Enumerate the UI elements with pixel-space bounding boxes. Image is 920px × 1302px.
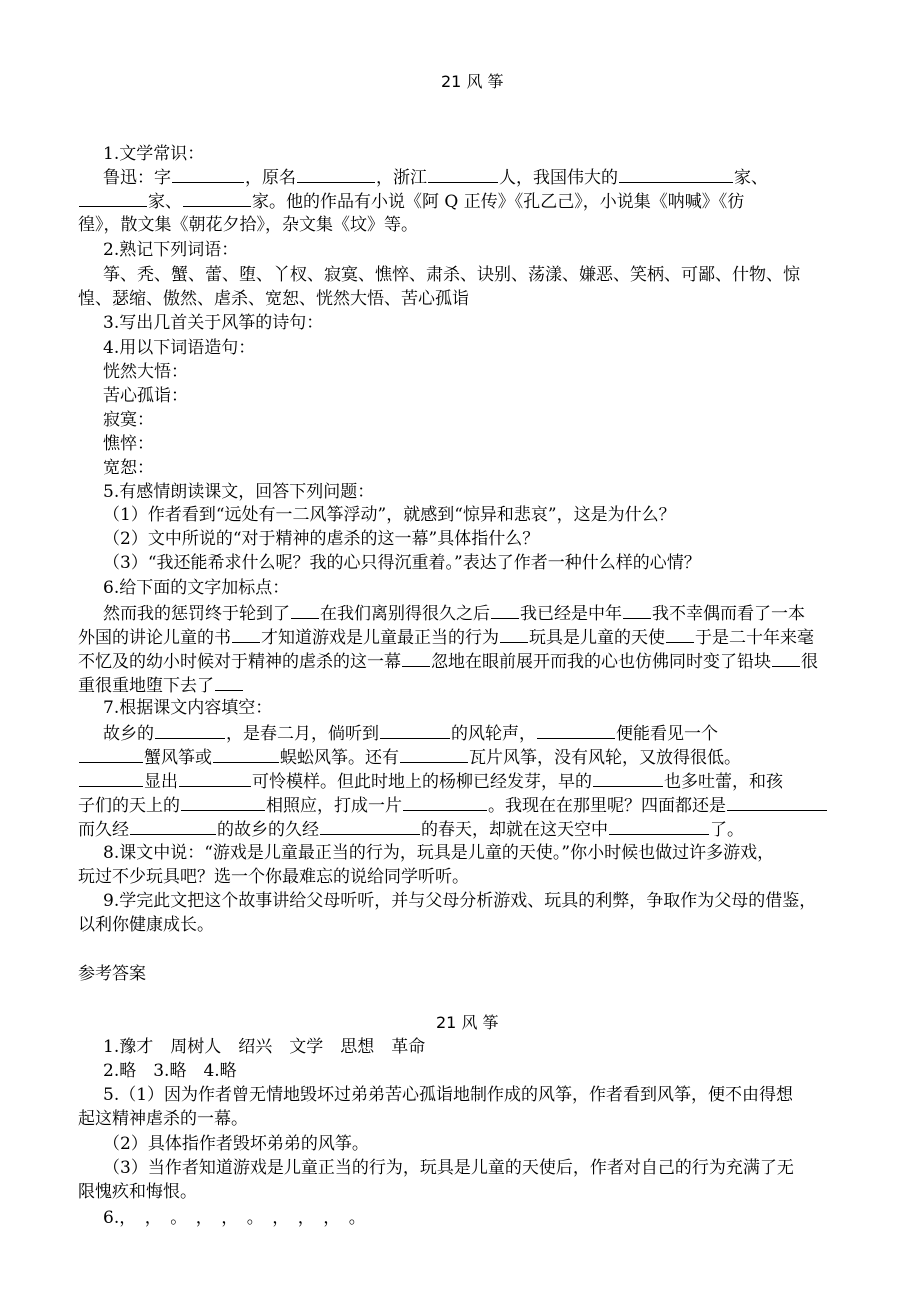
q4-word-2: 苦心孤诣：	[103, 386, 188, 406]
answer-5-3a: （3）当作者知道游戏是儿童正当的行为，玩具是儿童的天使后，作者对自己的行为充满了无	[103, 1158, 794, 1178]
q1-heading: 1.文学常识：	[103, 144, 205, 164]
q5-sub-3: （3）“我还能希求什么呢？我的心只得沉重着。”表达了作者一种什么样的心情？	[103, 553, 701, 573]
blank[interactable]	[537, 721, 615, 739]
blank[interactable]	[403, 793, 487, 811]
q6-heading: 6.给下面的文字加标点：	[103, 578, 290, 598]
q2-line-1: 筝、秃、蟹、蕾、堕、丫杈、寂寞、憔悴、肃杀、诀别、荡漾、嫌恶、笑柄、可鄙、什物、惊	[103, 265, 800, 285]
answer-5-3b: 限愧疚和悔恨。	[78, 1182, 197, 1202]
blank[interactable]	[215, 673, 243, 691]
answers-label: 参考答案	[78, 964, 146, 984]
q8-line-1: 8.课文中说：“游戏是儿童最正当的行为，玩具是儿童的天使。”你小时候也做过许多游戏，	[103, 843, 775, 863]
answer-1: 1.豫才 周树人 绍兴 文学 思想 革命	[103, 1037, 426, 1057]
blank[interactable]	[727, 793, 827, 811]
answer-2-4: 2.略 3.略 4.略	[103, 1061, 237, 1081]
blank[interactable]	[297, 165, 375, 183]
q7-line-4: 子们的天上的 相照应，打成一片 。我现在在那里呢？四面都还是	[78, 793, 828, 817]
answers-title: 21 风 筝	[436, 1013, 499, 1032]
q7-heading: 7.根据课文内容填空：	[103, 698, 273, 718]
page-title: 21 风 筝	[441, 72, 504, 91]
blank[interactable]	[179, 769, 251, 787]
q9-line-1: 9.学完此文把这个故事讲给父母听听，并与父母分析游戏、玩具的利弊，争取作为父母的借鉴，	[103, 891, 817, 911]
blank[interactable]	[428, 165, 498, 183]
blank[interactable]	[400, 745, 468, 763]
q9-line-2: 以利你健康成长。	[78, 915, 214, 935]
answer-5-2: （2）具体指作者毁坏弟弟的风筝。	[103, 1134, 369, 1154]
q4-heading: 4.用以下词语造句：	[103, 338, 256, 358]
q6-line-3: 不忆及的幼小时候对于精神的虐杀的这一幕 忽地在眼前展开而我的心也仿佛同时变了铅块 很	[78, 649, 818, 673]
blank[interactable]	[320, 817, 420, 835]
blank[interactable]	[619, 165, 733, 183]
answer-6: 6.， ， 。 ， ， 。 ， ， ， 。	[103, 1208, 366, 1228]
q7-line-3: 显出 可怜模样。但此时地上的杨柳已经发芽，早的 也多吐蕾，和孩	[78, 769, 783, 793]
q6-line-4: 重很重地堕下去了	[78, 673, 244, 697]
q4-word-1: 恍然大悟：	[103, 362, 188, 382]
q4-word-3: 寂寞：	[103, 410, 154, 430]
blank[interactable]	[172, 165, 244, 183]
blank[interactable]	[232, 625, 260, 643]
q4-word-5: 宽恕：	[103, 458, 154, 478]
q7-line-1: 故乡的 ，是春二月，倘听到 的风轮声， 便能看见一个	[103, 721, 718, 745]
blank[interactable]	[79, 769, 143, 787]
blank[interactable]	[291, 601, 319, 619]
q2-line-2: 惶、瑟缩、傲然、虐杀、宽恕、恍然大悟、苦心孤诣	[78, 289, 469, 309]
q8-line-2: 玩过不少玩具吧？选一个你最难忘的说给同学听听。	[78, 867, 469, 887]
q5-sub-2: （2）文中所说的“对于精神的虐杀的这一幕”具体指什么？	[103, 529, 540, 549]
q1-line-1: 鲁迅：字 ，原名 ，浙江 人，我国伟大的 家、	[103, 165, 768, 189]
blank[interactable]	[380, 721, 450, 739]
blank[interactable]	[213, 745, 279, 763]
blank[interactable]	[130, 817, 216, 835]
blank[interactable]	[666, 625, 694, 643]
blank[interactable]	[79, 189, 147, 207]
q7-line-5: 而久经 的故乡的久经 的春天，却就在这天空中 了。	[78, 817, 744, 841]
q6-line-2: 外国的讲论儿童的书 才知道游戏是儿童最正当的行为 玩具是儿童的天使 于是二十年来毫	[78, 625, 814, 649]
blank[interactable]	[623, 601, 651, 619]
q2-heading: 2.熟记下列词语：	[103, 240, 239, 260]
blank[interactable]	[593, 769, 663, 787]
q1-line-3: 徨》，散文集《朝花夕拾》，杂文集《坟》等。	[78, 215, 418, 235]
blank[interactable]	[609, 817, 709, 835]
answer-5-1a: 5.（1）因为作者曾无情地毁坏过弟弟苦心孤诣地制作成的风筝，作者看到风筝，便不由得想	[103, 1085, 794, 1105]
q7-line-2: 蟹风筝或 蜈蚣风筝。还有 瓦片风筝，没有风轮，又放得很低。	[78, 745, 741, 769]
q6-line-1: 然而我的惩罚终于轮到了 在我们离别得很久之后 我已经是中年 我不幸偶而看了一本	[103, 601, 805, 625]
q5-sub-1: （1）作者看到“远处有一二风筝浮动”，就感到“惊异和悲哀”，这是为什么？	[103, 505, 676, 525]
blank[interactable]	[491, 601, 519, 619]
q4-word-4: 憔悴：	[103, 434, 154, 454]
answer-5-1b: 起这精神虐杀的一幕。	[78, 1109, 248, 1129]
blank[interactable]	[79, 745, 143, 763]
blank[interactable]	[181, 793, 265, 811]
q3-heading: 3.写出几首关于风筝的诗句：	[103, 313, 324, 333]
blank[interactable]	[183, 189, 251, 207]
q1-line-2: 家、 家。他的作品有小说《阿 Q 正传》《孔乙己》，小说集《呐喊》《彷	[78, 189, 744, 213]
blank[interactable]	[500, 625, 528, 643]
blank[interactable]	[772, 649, 800, 667]
blank[interactable]	[402, 649, 430, 667]
q5-heading: 5.有感情朗读课文，回答下列问题：	[103, 482, 375, 502]
blank[interactable]	[155, 721, 225, 739]
